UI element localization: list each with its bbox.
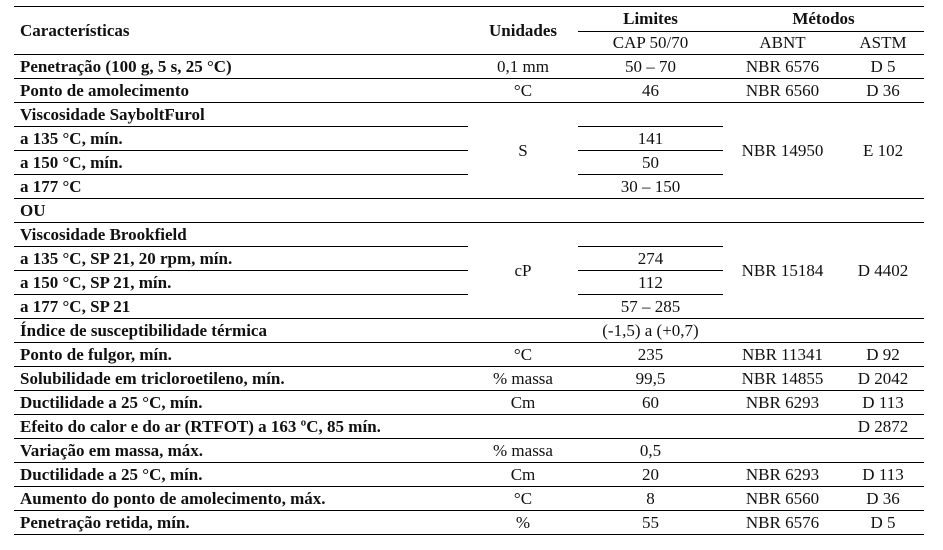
cell-caracteristica: Ponto de fulgor, mín.: [14, 343, 468, 367]
cell-caracteristica: Ponto de amolecimento: [14, 79, 468, 103]
cell-limite: (-1,5) a (+0,7): [578, 319, 723, 343]
cell-astm: E 102: [842, 103, 924, 199]
cell-astm: D 2872: [842, 415, 924, 439]
table-row: [14, 415, 924, 439]
cell-unidade: % massa: [468, 367, 578, 391]
cell-caracteristica: a 150 °C, mín.: [14, 151, 468, 175]
cell-unidade: °C: [468, 79, 578, 103]
cell-astm: D 92: [842, 343, 924, 367]
cell-unidade: %: [468, 511, 578, 535]
header-abnt: ABNT: [723, 32, 842, 55]
cell-limite: 50 – 70: [578, 55, 723, 79]
cell-limite: 99,5: [578, 367, 723, 391]
table-row: [14, 79, 924, 103]
table-row: [14, 103, 924, 127]
cell-abnt: NBR 6560: [723, 487, 842, 511]
cell-limite: 30 – 150: [578, 175, 723, 199]
cell-abnt: NBR 6293: [723, 391, 842, 415]
table-row: [14, 439, 924, 463]
cell-caracteristica: a 135 °C, mín.: [14, 127, 468, 151]
cell-unidade: % massa: [468, 439, 578, 463]
cell-caracteristica: Ductilidade a 25 °C, mín.: [14, 391, 468, 415]
header-caracteristicas: Características: [14, 7, 468, 55]
table-row: [14, 343, 924, 367]
cell-astm: D 5: [842, 511, 924, 535]
cell-group-title: Viscosidade SayboltFurol: [14, 103, 468, 127]
cell-abnt: NBR 6576: [723, 511, 842, 535]
cell-or-separator: OU: [14, 199, 468, 223]
cell-caracteristica: a 150 °C, SP 21, mín.: [14, 271, 468, 295]
table-row: [14, 199, 924, 223]
cell-caracteristica: Ductilidade a 25 °C, mín.: [14, 463, 468, 487]
spec-table-container: [14, 6, 924, 535]
cell-caracteristica: Variação em massa, máx.: [14, 439, 468, 463]
cell-caracteristica: Efeito do calor e do ar (RTFOT) a 163 ºC, 85 mín.: [14, 415, 842, 439]
cell-unidade: °C: [468, 343, 578, 367]
cell-limite: 141: [578, 127, 723, 151]
cell-astm: D 2042: [842, 367, 924, 391]
cell-abnt: NBR 14855: [723, 367, 842, 391]
header-limites: Limites: [578, 7, 723, 32]
table-row: [14, 487, 924, 511]
cell-limite: 0,5: [578, 439, 723, 463]
table-row: [14, 367, 924, 391]
cell-unidade: S: [468, 103, 578, 199]
cell-limite: 8: [578, 487, 723, 511]
header-astm: ASTM: [842, 32, 924, 55]
table-row: [14, 223, 924, 247]
table-row: [14, 391, 924, 415]
table-row: [14, 511, 924, 535]
header-metodos: Métodos: [723, 7, 924, 32]
cell-caracteristica: Índice de susceptibilidade térmica: [14, 319, 468, 343]
header-cap: CAP 50/70: [578, 32, 723, 55]
cell-limite: 55: [578, 511, 723, 535]
cell-unidade: 0,1 mm: [468, 55, 578, 79]
cell-abnt: NBR 15184: [723, 223, 842, 319]
cell-caracteristica: a 135 °C, SP 21, 20 rpm, mín.: [14, 247, 468, 271]
cell-caracteristica: a 177 °C, SP 21: [14, 295, 468, 319]
table-row: [14, 55, 924, 79]
cell-limite: 274: [578, 247, 723, 271]
cell-caracteristica: Penetração retida, mín.: [14, 511, 468, 535]
cell-abnt: NBR 6560: [723, 79, 842, 103]
table-row: [14, 463, 924, 487]
cell-limite: 57 – 285: [578, 295, 723, 319]
cell-unidade: Cm: [468, 463, 578, 487]
cell-astm: D 113: [842, 391, 924, 415]
cell-caracteristica: a 177 °C: [14, 175, 468, 199]
cell-abnt: NBR 6293: [723, 463, 842, 487]
cell-abnt: NBR 11341: [723, 343, 842, 367]
cell-unidade: cP: [468, 223, 578, 319]
cell-limite: 50: [578, 151, 723, 175]
cell-limite: 60: [578, 391, 723, 415]
table-row: [14, 319, 924, 343]
cell-abnt: NBR 6576: [723, 55, 842, 79]
cell-astm: D 5: [842, 55, 924, 79]
cell-caracteristica: Penetração (100 g, 5 s, 25 °C): [14, 55, 468, 79]
cell-astm: D 113: [842, 463, 924, 487]
cell-caracteristica: Aumento do ponto de amolecimento, máx.: [14, 487, 468, 511]
cell-limite: 112: [578, 271, 723, 295]
cell-abnt: NBR 14950: [723, 103, 842, 199]
header-unidades: Unidades: [468, 7, 578, 55]
cell-unidade: Cm: [468, 391, 578, 415]
cell-caracteristica: Solubilidade em tricloroetileno, mín.: [14, 367, 468, 391]
cell-limite: 20: [578, 463, 723, 487]
cell-astm: D 4402: [842, 223, 924, 319]
cell-astm: D 36: [842, 79, 924, 103]
cell-astm: D 36: [842, 487, 924, 511]
header-row-1: [14, 7, 924, 32]
cell-group-title: Viscosidade Brookfield: [14, 223, 468, 247]
cell-limite: 235: [578, 343, 723, 367]
asphalt-spec-table: [14, 6, 924, 535]
cell-limite: 46: [578, 79, 723, 103]
cell-unidade: °C: [468, 487, 578, 511]
